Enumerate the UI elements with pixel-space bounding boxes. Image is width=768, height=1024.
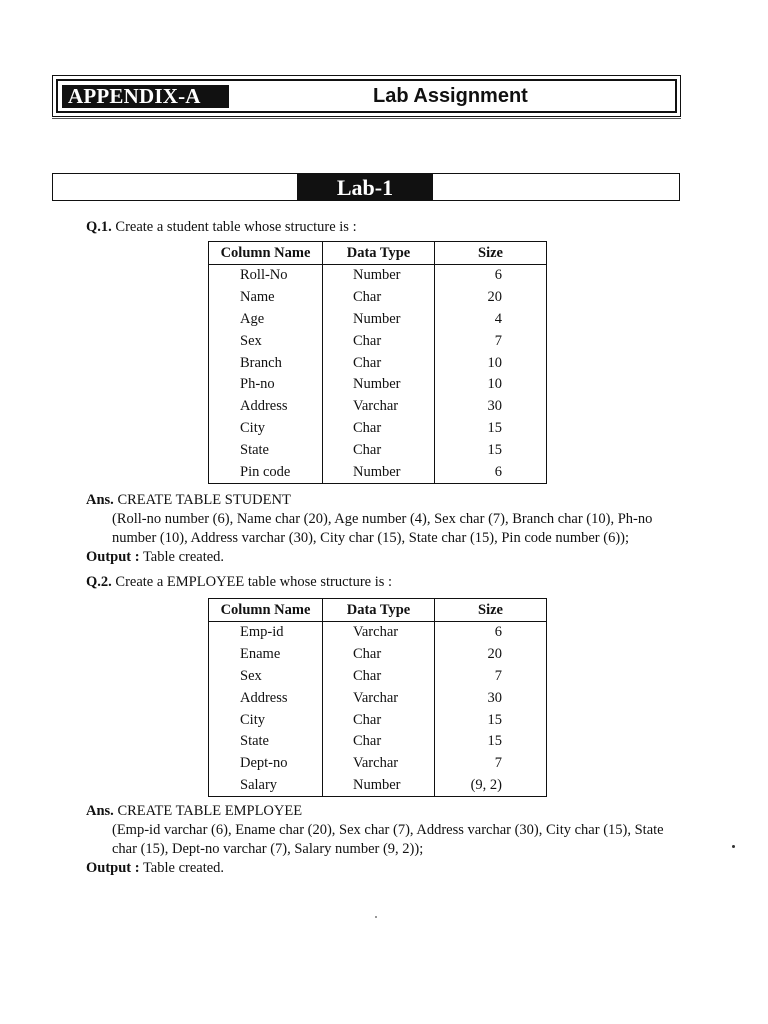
column-header: Column Name [209, 242, 323, 265]
output-1-label: Output : [86, 549, 140, 565]
size-cell: 6 [435, 265, 547, 287]
size-cell: 30 [435, 687, 547, 709]
answer-1-body: (Roll-no number (6), Name char (20), Age number (4), Sex char (7), Branch char (10), Ph-no number (10), Address varchar (30), City char (15), State char (15), Pin code number (6)); [112, 511, 653, 546]
student-structure-table [208, 241, 547, 484]
column-name-cell: City [240, 711, 265, 728]
output-1-text: Table created. [139, 549, 225, 565]
data-type-cell: Char [323, 666, 435, 688]
table-row [209, 753, 547, 775]
data-type-cell: Number [323, 461, 435, 483]
question-1-number: Q.1. [86, 219, 112, 235]
data-type-cell: Char [323, 352, 435, 374]
column-name-cell: Ename [240, 646, 281, 663]
page-title: Lab Assignment [373, 85, 528, 107]
data-type-cell: Varchar [323, 622, 435, 644]
column-name-cell: Age [240, 310, 265, 327]
appendix-header-frame [56, 79, 677, 113]
question-2-number: Q.2. [86, 574, 112, 590]
table-row [209, 309, 547, 331]
table-row [209, 644, 547, 666]
table-row [209, 352, 547, 374]
table-row [209, 666, 547, 688]
column-name-cell: Name [240, 289, 275, 306]
table-row [209, 709, 547, 731]
answer-2-label: Ans. [86, 803, 114, 819]
answer-2-body: (Emp-id varchar (6), Ename char (20), Sex char (7), Address varchar (30), City char (15), State char (15), Dept-no varchar (7), Salary number (9, 2)); [112, 822, 664, 857]
column-name-cell: Sex [240, 667, 262, 684]
size-cell: 7 [435, 753, 547, 775]
column-name-cell: Address [240, 398, 288, 415]
lab-label: Lab-1 [297, 174, 433, 200]
column-header: Size [435, 242, 547, 265]
output-2-label: Output : [86, 860, 140, 876]
table-row [209, 418, 547, 440]
data-type-cell: Char [323, 731, 435, 753]
scan-speck [375, 916, 377, 918]
answer-1-label: Ans. [86, 492, 114, 508]
column-name-cell: Address [240, 689, 288, 706]
table-row [209, 265, 547, 287]
question-1-text: Create a student table whose structure is : [111, 219, 357, 235]
table-row [209, 439, 547, 461]
data-type-cell: Number [323, 309, 435, 331]
appendix-header [52, 75, 681, 117]
column-name-cell: Ph-no [240, 376, 275, 393]
size-cell: 20 [435, 287, 547, 309]
scan-speck [732, 845, 735, 848]
column-name-cell: City [240, 419, 265, 436]
data-type-cell: Char [323, 439, 435, 461]
data-type-cell: Varchar [323, 396, 435, 418]
table-row [209, 731, 547, 753]
answer-2-title: CREATE TABLE EMPLOYEE [113, 803, 303, 819]
size-cell: 10 [435, 374, 547, 396]
output-2 [86, 859, 224, 877]
column-name-cell: Dept-no [240, 755, 288, 772]
column-name-cell: Pin code [240, 463, 291, 480]
column-name-cell: State [240, 441, 269, 458]
data-type-cell: Char [323, 709, 435, 731]
answer-2-heading [86, 802, 302, 820]
table-row [209, 374, 547, 396]
size-cell: 7 [435, 330, 547, 352]
employee-structure-table [208, 598, 547, 797]
table-header-row [209, 599, 547, 622]
size-cell: 15 [435, 439, 547, 461]
output-2-text: Table created. [139, 860, 225, 876]
data-type-cell: Char [323, 330, 435, 352]
size-cell: 30 [435, 396, 547, 418]
column-name-cell: Emp-id [240, 624, 284, 641]
data-type-cell: Number [323, 265, 435, 287]
table-row [209, 287, 547, 309]
data-type-cell: Number [323, 775, 435, 797]
question-2-text: Create a EMPLOYEE table whose structure is : [111, 574, 393, 590]
data-type-cell: Varchar [323, 753, 435, 775]
size-cell: 15 [435, 418, 547, 440]
size-cell: 15 [435, 709, 547, 731]
size-cell: (9, 2) [435, 775, 547, 797]
table-row [209, 461, 547, 483]
table-row [209, 330, 547, 352]
data-type-cell: Char [323, 287, 435, 309]
size-cell: 6 [435, 622, 547, 644]
column-header: Size [435, 599, 547, 622]
column-name-cell: Salary [240, 776, 278, 793]
size-cell: 7 [435, 666, 547, 688]
column-header: Data Type [323, 242, 435, 265]
column-name-cell: Sex [240, 332, 262, 349]
question-1 [86, 218, 357, 236]
question-2 [86, 573, 392, 591]
size-cell: 20 [435, 644, 547, 666]
table-row [209, 396, 547, 418]
data-type-cell: Char [323, 418, 435, 440]
table-row [209, 687, 547, 709]
size-cell: 6 [435, 461, 547, 483]
table-row [209, 775, 547, 797]
size-cell: 4 [435, 309, 547, 331]
lab-bar [52, 173, 680, 201]
answer-1-title: CREATE TABLE STUDENT [113, 492, 291, 508]
table-row [209, 622, 547, 644]
appendix-label: APPENDIX-A [62, 85, 229, 108]
column-name-cell: Branch [240, 354, 282, 371]
data-type-cell: Varchar [323, 687, 435, 709]
size-cell: 10 [435, 352, 547, 374]
output-1 [86, 548, 224, 566]
table-header-row [209, 242, 547, 265]
column-name-cell: Roll-No [240, 267, 288, 284]
column-header: Data Type [323, 599, 435, 622]
size-cell: 15 [435, 731, 547, 753]
column-name-cell: State [240, 733, 269, 750]
data-type-cell: Number [323, 374, 435, 396]
answer-1-heading [86, 491, 291, 509]
column-header: Column Name [209, 599, 323, 622]
data-type-cell: Char [323, 644, 435, 666]
header-rule [52, 118, 681, 119]
